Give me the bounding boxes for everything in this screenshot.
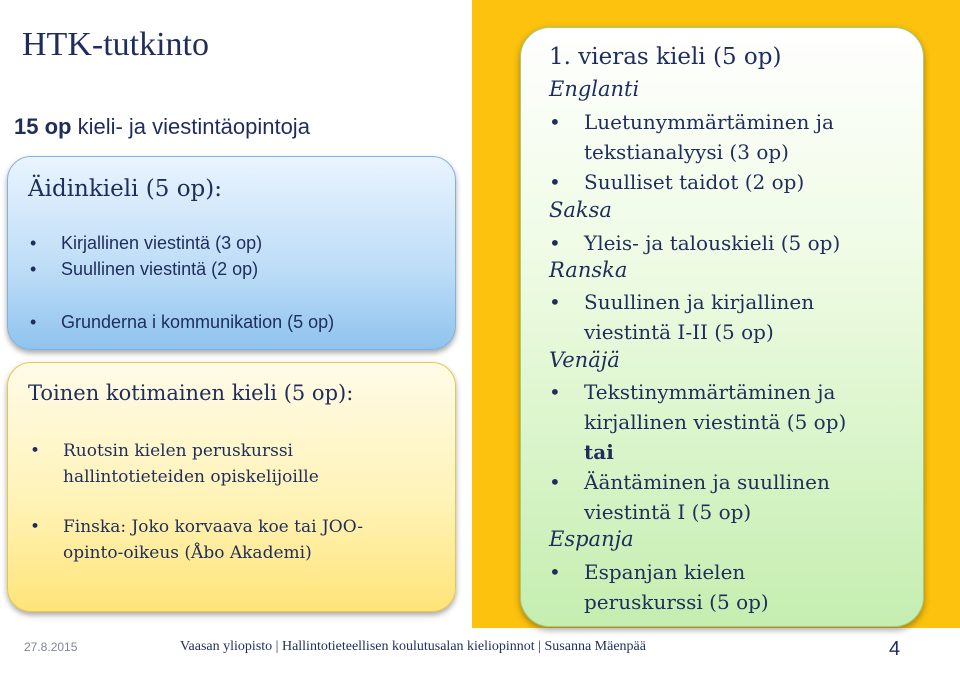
bullet-icon: • (30, 312, 37, 332)
footer-text: Vaasan yliopisto | Hallintotieteellisen koulutusalan kieliopinnot | Susanna Mäenpää (180, 639, 646, 654)
lang-venaja: Venäjä (549, 348, 620, 372)
list-item: Grunderna i kommunikation (5 op) (61, 312, 335, 332)
list-item-line: Espanjan kielen (584, 560, 746, 584)
list-item: Kirjallinen viestintä (3 op) (61, 233, 263, 253)
bullet-icon: • (30, 233, 37, 253)
bullet-icon: • (549, 380, 561, 404)
list-item-line: viestintä I (5 op) (584, 500, 752, 524)
lang-englanti: Englanti (549, 77, 640, 101)
bullet-icon: • (30, 517, 41, 537)
aidinkieli-list (30, 233, 430, 343)
list-item-line: Luetunymmärtäminen ja (584, 110, 834, 134)
footer-date: 27.8.2015 (24, 640, 78, 654)
bullet-icon: • (549, 560, 561, 584)
list-item-line: peruskurssi (5 op) (584, 590, 769, 614)
bullet-icon: • (30, 259, 37, 279)
tai-connector: tai (584, 440, 614, 464)
bullet-icon: • (549, 290, 561, 314)
lang-saksa: Saksa (549, 198, 612, 222)
list-item-line: Ääntäminen ja suullinen (584, 470, 830, 494)
bullet-icon: • (549, 110, 561, 134)
list-item-line: Suulliset taidot (2 op) (584, 170, 805, 194)
lang-ranska: Ranska (549, 258, 628, 282)
bullet-icon: • (549, 470, 561, 494)
list-item-line: Suullinen ja kirjallinen (584, 290, 815, 314)
list-item-line: Yleis- ja talouskieli (5 op) (584, 231, 841, 255)
toinen-heading: Toinen kotimainen kieli (5 op): (28, 381, 354, 405)
bullet-icon: • (549, 170, 561, 194)
list-item-line: Ruotsin kielen peruskurssi (63, 441, 293, 461)
bullet-icon: • (30, 441, 41, 461)
subtitle-strong: 15 op (14, 114, 72, 139)
list-item-line: hallintotieteiden opiskelijoille (63, 467, 319, 487)
toinen-list (30, 438, 440, 588)
vieras-heading: 1. vieras kieli (5 op) (549, 44, 782, 70)
bullet-icon: • (549, 231, 561, 255)
list-item-line: tekstianalyysi (3 op) (584, 140, 789, 164)
list-item-line: viestintä I-II (5 op) (584, 320, 774, 344)
lang-espanja: Espanja (549, 527, 634, 551)
slide-subtitle (14, 114, 310, 140)
list-item-line: Tekstinymmärtäminen ja (584, 380, 836, 404)
list-item-line: opinto-oikeus (Åbo Akademi) (63, 543, 312, 563)
list-item: Suullinen viestintä (2 op) (61, 259, 259, 279)
aidinkieli-heading: Äidinkieli (5 op): (28, 176, 222, 202)
list-item-line: Finska: Joko korvaava koe tai JOO- (63, 517, 364, 537)
list-item-line: kirjallinen viestintä (5 op) (584, 410, 847, 434)
slide-title: HTK-tutkinto (22, 26, 209, 63)
subtitle-rest: kieli- ja viestintäopintoja (71, 114, 310, 139)
page-number: 4 (889, 638, 901, 660)
